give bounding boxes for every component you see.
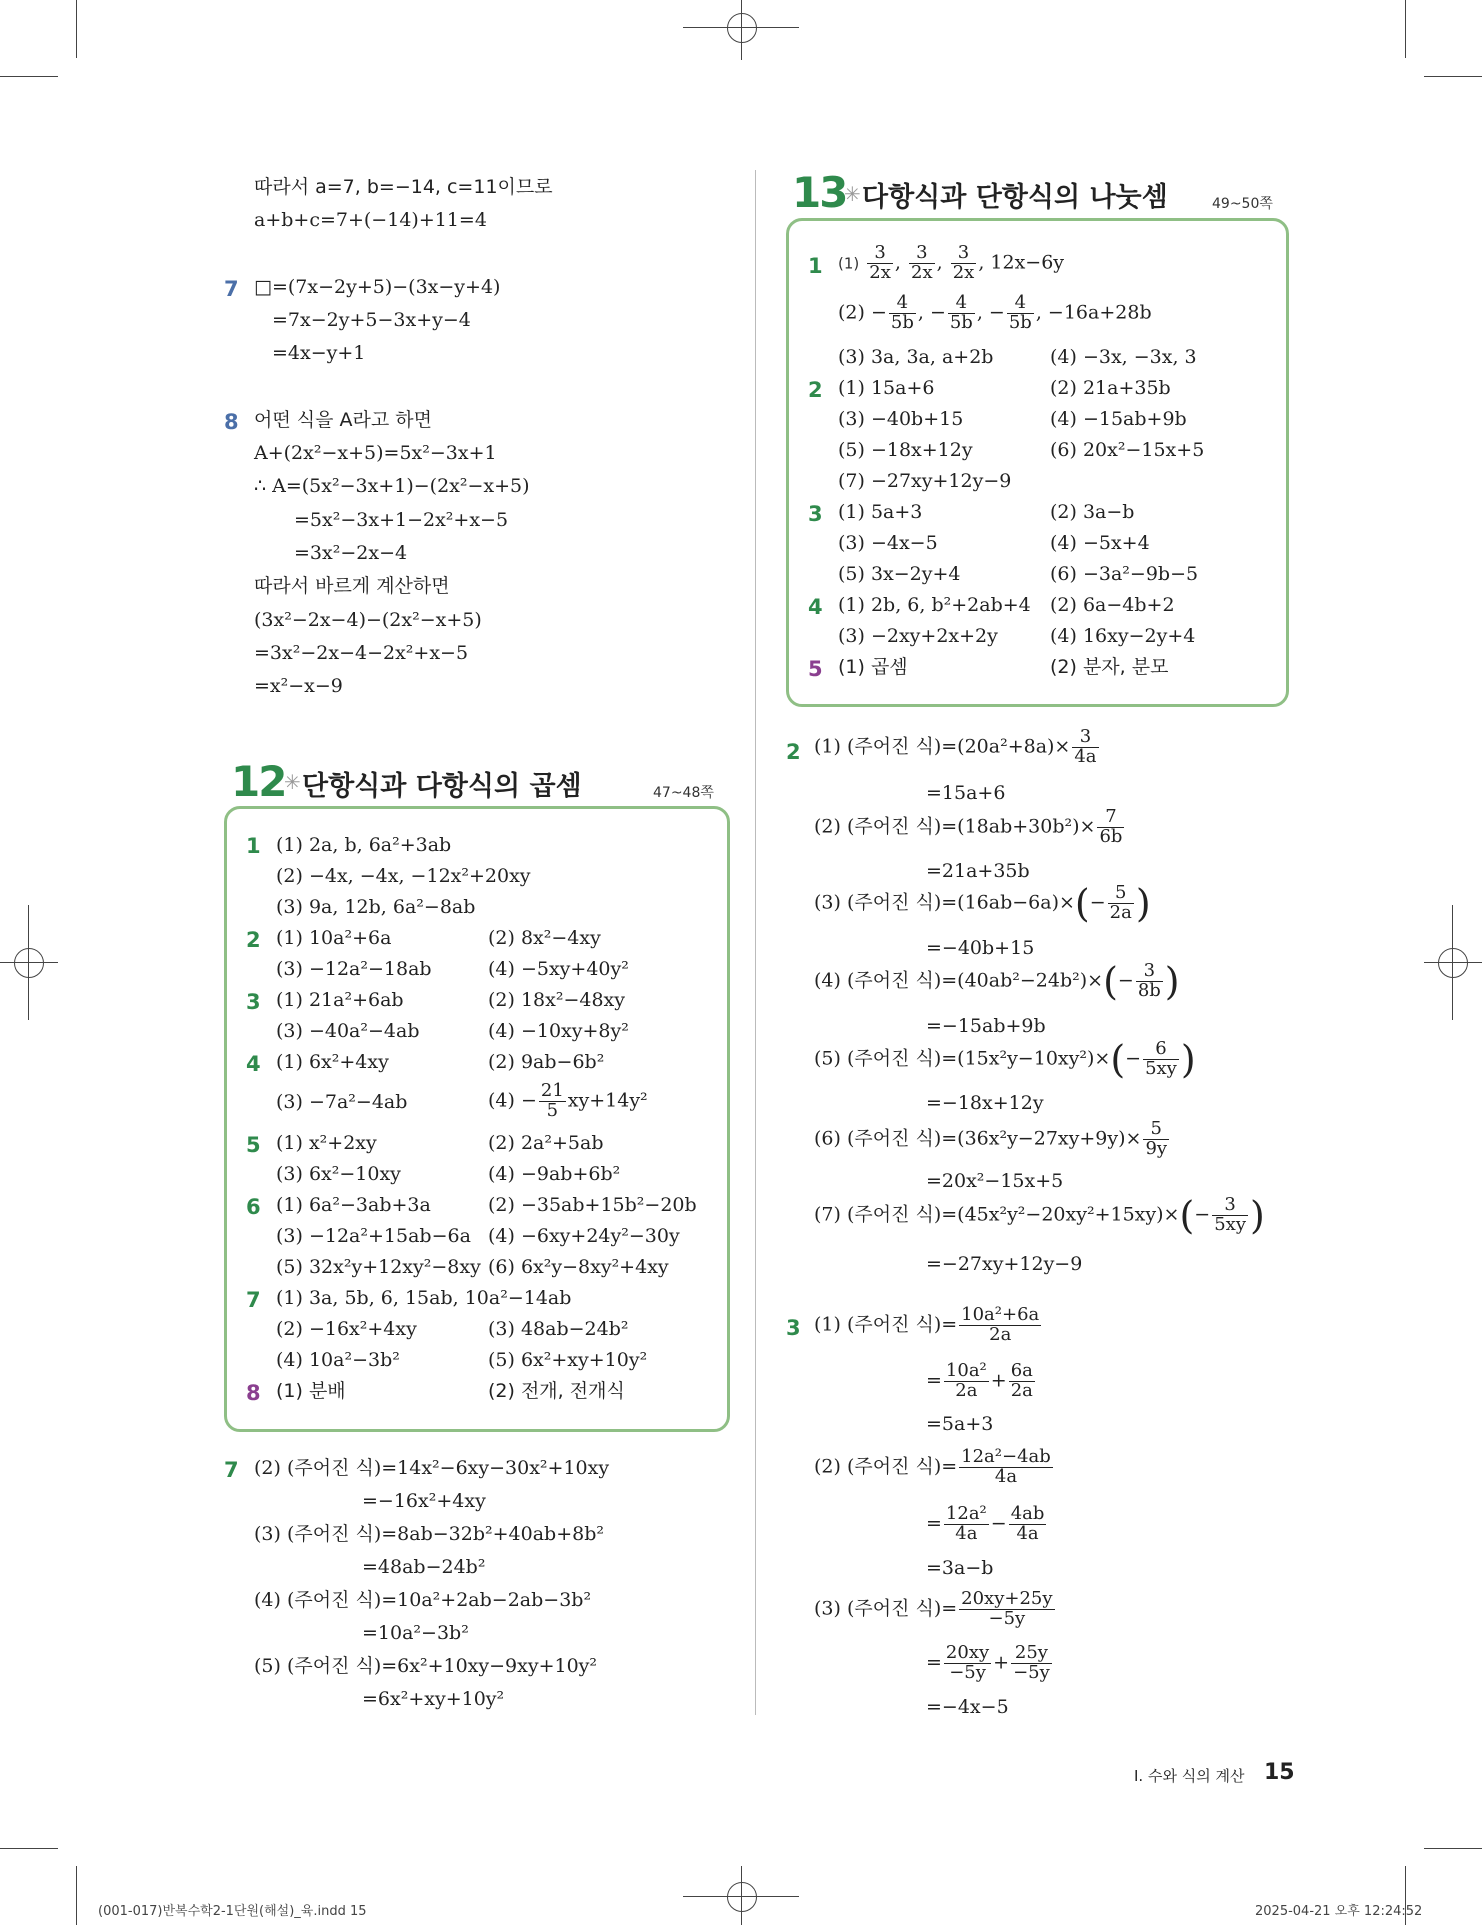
print-slug-file: (001-017)반복수학2-1단원(해설)_육.indd 15	[98, 1904, 367, 1919]
column-divider	[755, 170, 756, 1715]
page-number: 15	[1264, 1760, 1295, 1785]
chapter-label: I. 수와 식의 계산	[1134, 1767, 1245, 1785]
print-slug-date: 2025-04-21 오후 12:24:52	[1255, 1904, 1423, 1919]
